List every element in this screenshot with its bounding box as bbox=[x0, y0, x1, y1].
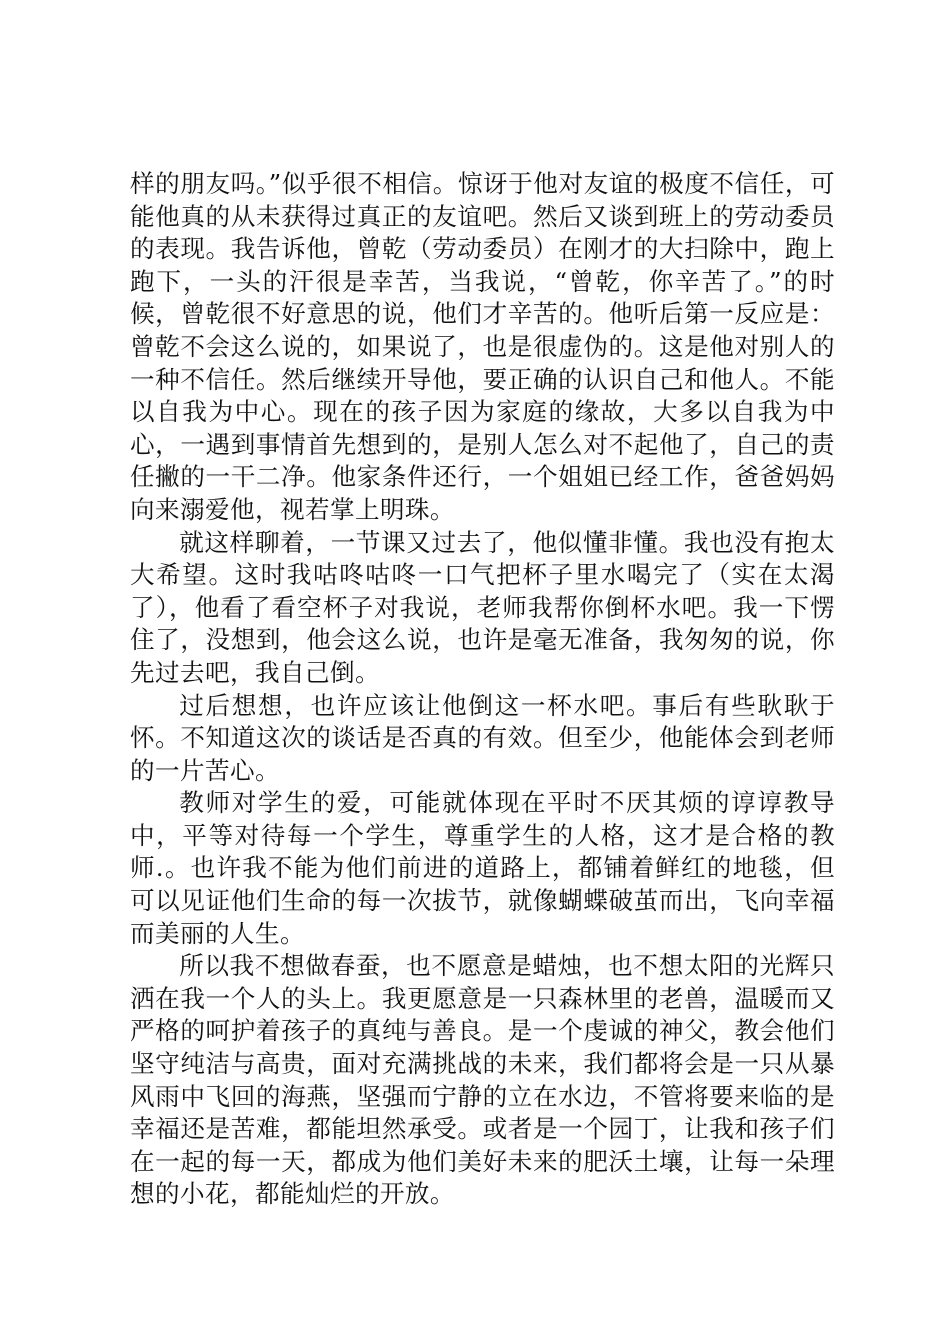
paragraph-4: 教师对学生的爱，可能就体现在平时不厌其烦的谆谆教导中，平等对待每一个学生，尊重学生的人格，这才是合格的教师.。也许我不能为他们前进的道路上，都铺着鲜红的地毯，但可以见证他们生命的每一次拔节，就像蝴蝶破茧而出，飞向幸福而美丽的人生。 bbox=[130, 788, 835, 948]
document-body bbox=[130, 168, 835, 1211]
paragraph-5: 所以我不想做春蚕，也不愿意是蜡烛，也不想太阳的光辉只洒在我一个人的头上。我更愿意是一只森林里的老兽，温暖而又严格的呵护着孩子的真纯与善良。是一个虔诚的神父，教会他们坚守纯洁与高贵，面对充满挑战的未来，我们都将会是一只从暴风雨中飞回的海燕，坚强而宁静的立在水边，不管将要来临的是幸福还是苦难，都能坦然承受。或者是一个园丁，让我和孩子们在一起的每一天，都成为他们美好未来的肥沃土壤，让每一朵理想的小花，都能灿烂的开放。 bbox=[130, 951, 835, 1209]
paragraph-2: 就这样聊着，一节课又过去了，他似懂非懂。我也没有抱太大希望。这时我咕咚咕咚一口气把杯子里水喝完了（实在太渴了），他看了看空杯子对我说，老师我帮你倒杯水吧。我一下愣住了，没想到，他会这么说，也许是毫无准备，我匆匆的说，你先过去吧，我自己倒。 bbox=[130, 527, 835, 687]
paragraph-1: 样的朋友吗。”似乎很不相信。惊讶于他对友谊的极度不信任，可能他真的从未获得过真正的友谊吧。然后又谈到班上的劳动委员的表现。我告诉他，曾乾（劳动委员）在刚才的大扫除中，跑上跑下，一头的汗很是幸苦，当我说，“曾乾，你辛苦了。”的时候，曾乾很不好意思的说，他们才辛苦的。他听后第一反应是：曾乾不会这么说的，如果说了，也是很虚伪的。这是他对别人的一种不信任。然后继续开导他，要正确的认识自己和他人。不能以自我为中心。现在的孩子因为家庭的缘故，大多以自我为中心，一遇到事情首先想到的，是别人怎么对不起他了，自己的责任撇的一干二净。他家条件还行，一个姐姐已经工作，爸爸妈妈向来溺爱他，视若掌上明珠。 bbox=[130, 169, 835, 524]
paragraph-3: 过后想想，也许应该让他倒这一杯水吧。事后有些耿耿于怀。不知道这次的谈话是否真的有效。但至少，他能体会到老师的一片苦心。 bbox=[130, 690, 835, 785]
